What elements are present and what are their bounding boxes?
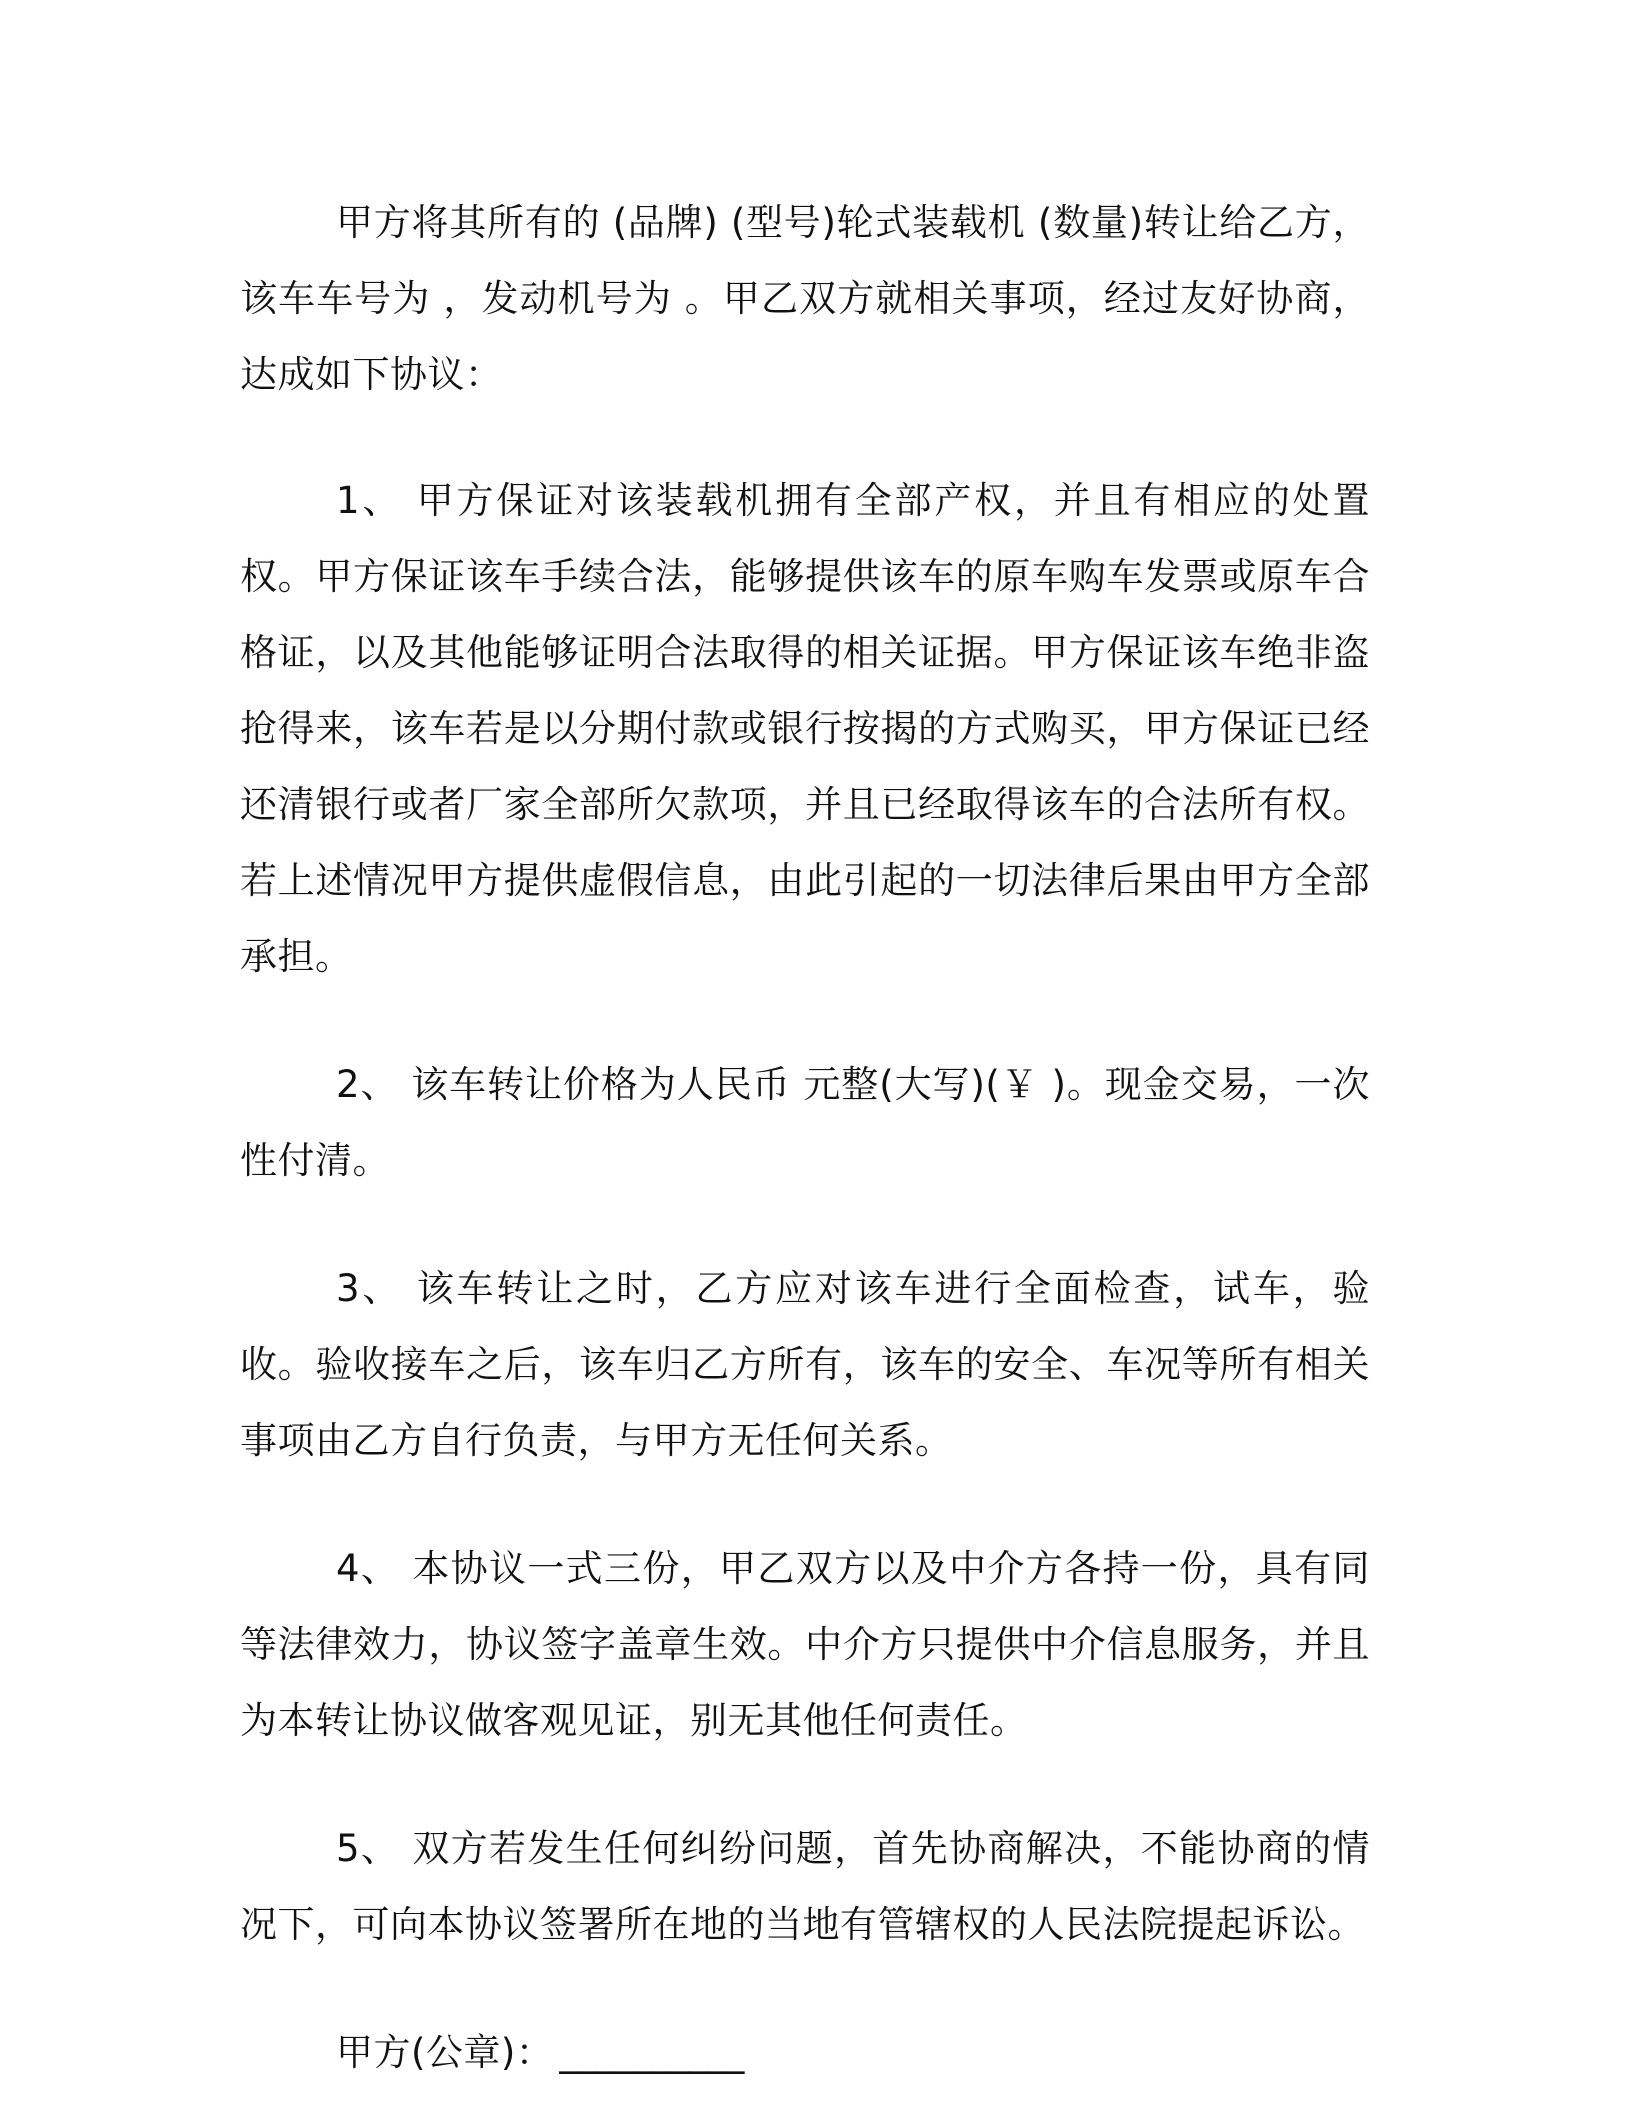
clause-3-paragraph: 3、 该车转让之时，乙方应对该车进行全面检查，试车，验收。验收接车之后，该车归乙方所有，该车的安全、车况等所有相关事项由乙方自行负责，与甲方无任何关系。: [240, 1267, 1370, 1462]
clause-5-paragraph: 5、 双方若发生任何纠纷问题，首先协商解决，不能协商的情况下，可向本协议签署所在地的当地有管辖权的人民法院提起诉讼。: [240, 1827, 1370, 1946]
clause-2-paragraph: 2、 该车转让价格为人民币 元整(大写)(￥ )。现金交易，一次性付清。: [240, 1063, 1370, 1182]
party-a-seal-label: 甲方(公章)：: [336, 2031, 554, 2074]
party-a-signature-line: [240, 2015, 1370, 2091]
clause-4-paragraph: 4、 本协议一式三份，甲乙双方以及中介方各持一份，具有同等法律效力，协议签字盖章生效。中介方只提供中介信息服务，并且为本转让协议做客观见证，别无其他任何责任。: [240, 1547, 1370, 1742]
clause-1-paragraph: 1、 甲方保证对该装载机拥有全部产权，并且有相应的处置权。甲方保证该车手续合法，能够提供该车的原车购车发票或原车合格证，以及其他能够证明合法取得的相关证据。甲方保证该车绝非盗抢得来，该车若是以分期付款或银行按揭的方式购买，甲方保证已经还清银行或者厂家全部所欠款项，并且已经取得该车的合法所有权。若上述情况甲方提供虚假信息，由此引起的一切法律后果由甲方全部承担。: [240, 479, 1370, 978]
intro-paragraph: 甲方将其所有的 (品牌) (型号)轮式装载机 (数量)转让给乙方，该车车号为 ，发动机号为 。甲乙双方就相关事项，经过友好协商，达成如下协议：: [240, 201, 1370, 396]
signature-blank: __________: [559, 2031, 745, 2074]
agreement-body: [240, 185, 1370, 2091]
